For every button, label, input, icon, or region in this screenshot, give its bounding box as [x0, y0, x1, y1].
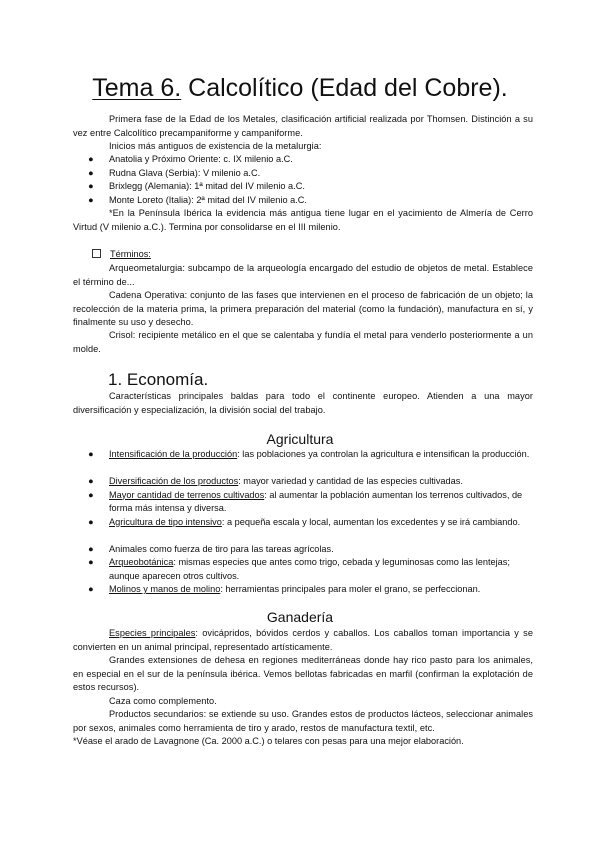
ganaderia-productos: Productos secundarios: se extiende su uso. Grandes estos de productos lácteos, seleccionar animales por sexos, animales como herramienta de tiro y arado, restos de manufactura textil, etc.	[73, 709, 533, 733]
terms-heading: Términos:	[110, 249, 151, 259]
list-item: ● Mayor cantidad de terrenos cultivados: al aumentar la población aumentan los terrenos cultivados, de forma más intensa y diversa.	[88, 489, 523, 513]
list-item: ● Brixlegg (Alemania): 1ª mitad del IV milenio a.C.	[88, 181, 305, 191]
section-heading-agricultura: Agricultura	[266, 431, 334, 447]
list-item: ● Agricultura de tipo intensivo: a pequeña escala y local, aumentan los excedentes y se irá cambiando.	[88, 516, 521, 527]
list-item: ● Animales como fuerza de tiro para las tareas agrícolas.	[88, 543, 334, 554]
list-item: ● Arqueobotánica: mismas especies que antes como trigo, cebada y leguminosas como las lentejas; aunque aparecen otros cultivos.	[88, 557, 510, 581]
metallurgy-origins: Inicios más antiguos de existencia de la metalurgia:	[109, 141, 322, 151]
list-item: ● Rudna Glava (Serbia): V milenio a.C.	[88, 167, 261, 178]
section-heading-economia: 1. Economía.	[108, 370, 209, 389]
list-item: ● Diversificación de los productos: mayor variedad y cantidad de las especies cultivadas.	[88, 476, 463, 486]
economia-intro: Características principales baldas para todo el continente europeo. Atienden a una mayor diversificación y especialización, la división social del trabajo.	[73, 391, 533, 415]
list-item: ● Molinos y manos de molino: herramientas principales para moler el grano, se perfeccionan.	[88, 584, 481, 594]
list-item: ● Intensificación de la producción: las poblaciones ya controlan la agricultura e intensifican la producción.	[88, 449, 530, 459]
title-text: Calcolítico (Edad del Cobre).	[181, 74, 508, 102]
terms-checkbox[interactable]	[92, 249, 101, 258]
page-title	[0, 72, 600, 104]
iberian-note: *En la Península Ibérica la evidencia más antigua tiene lugar en el yacimiento de Almería de Cerro Virtud (V milenio a.C.). Termina por consolidarse en el III milenio.	[73, 208, 533, 232]
ganaderia-caza: Caza como complemento.	[109, 695, 217, 706]
term-arqueometalurgia: Arqueometalurgia: subcampo de la arqueología encargado del estudio de objetos de metal. Establece el término de...	[73, 263, 533, 287]
section-heading-ganaderia: Ganadería	[266, 609, 334, 625]
ganaderia-nota: *Véase el arado de Lavagnone (Ca. 2000 a.C.) o telares con pesas para una mejor elaboración.	[73, 736, 464, 746]
ganaderia-especies: Especies principales: ovicápridos, bóvidos cerdos y caballos. Los caballos toman importancia y se convierten en un animal principal, representado artísticamente.	[73, 628, 533, 652]
term-cadena-operativa: Cadena Operativa: conjunto de las fases que intervienen en el proceso de fabricación de un objeto; la recolección de la materia prima, la primera preparación del material (como la fundación), manufactura en sí, y finalmente su uso y desecho.	[73, 290, 533, 327]
list-item: ● Monte Loreto (Italia): 2ª mitad del IV milenio a.C.	[88, 194, 307, 205]
intro-paragraph: Primera fase de la Edad de los Metales, clasificación artificial realizada por Thomsen. Distinción a su vez entre Calcolítico precampaniforme y campaniforme.	[73, 114, 533, 138]
ganaderia-dehesa: Grandes extensiones de dehesa en regiones mediterráneas donde hay rico pasto para los animales, en especial en el sur de la península ibérica. Vemos bellotas fabricadas en marfil (confirman la explotación de estos recursos).	[73, 655, 533, 692]
term-crisol: Crisol: recipiente metálico en el que se calentaba y fundía el metal para venderlo posteriormente a un molde.	[73, 330, 533, 354]
list-item: ● Anatolia y Próximo Oriente: c. IX milenio a.C.	[88, 154, 293, 164]
title-number: Tema 6.	[92, 74, 182, 102]
